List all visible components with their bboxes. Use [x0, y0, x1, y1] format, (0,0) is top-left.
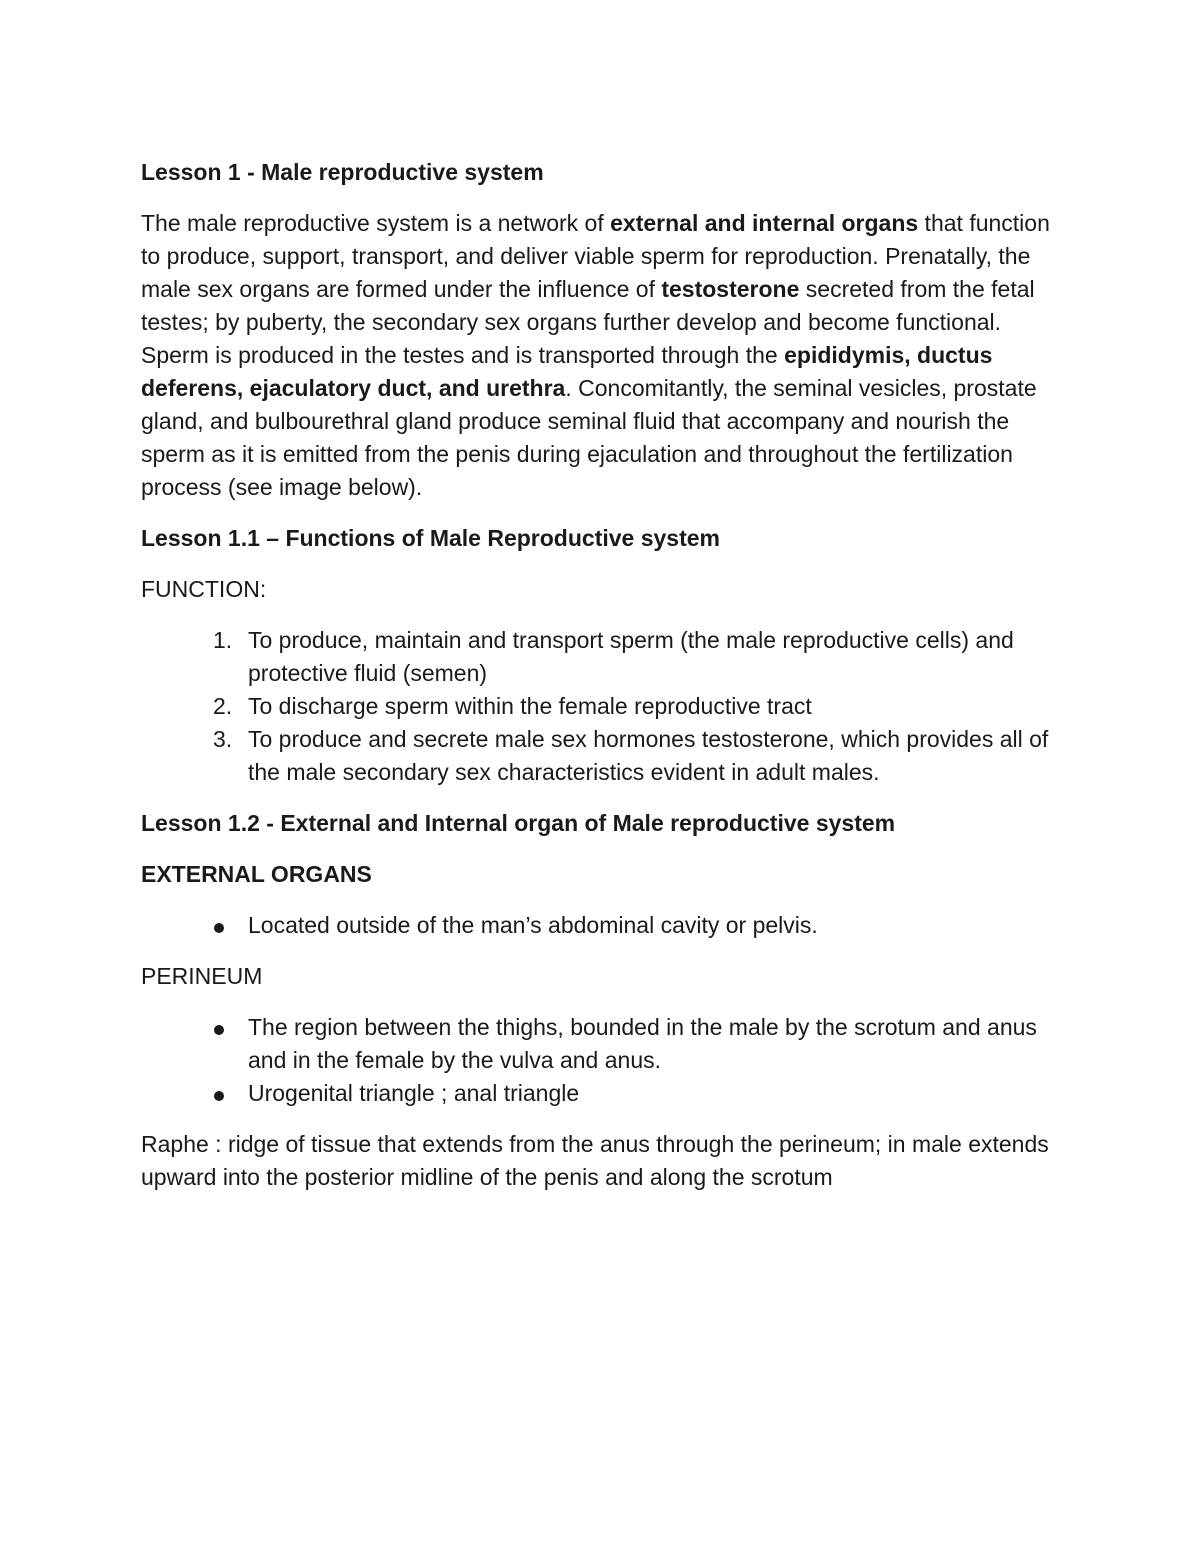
lesson1-bold-3: epididymis, ductus deferens, ejaculatory duct, and urethra	[141, 342, 993, 401]
function-label: FUNCTION:	[141, 576, 267, 602]
list-item	[141, 723, 1066, 789]
lesson1-paragraph	[141, 207, 1066, 504]
list-item-text: Urogenital triangle ; anal triangle	[248, 1080, 580, 1106]
list-item	[141, 624, 1066, 690]
document-page	[141, 156, 1066, 1194]
lesson1-2-heading: Lesson 1.2 - External and Internal organ of Male reproductive system	[141, 810, 896, 836]
list-item	[141, 1011, 1066, 1077]
functions-list	[141, 624, 1066, 789]
list-item-text: To produce, maintain and transport sperm (the male reproductive cells) and protective fluid (semen)	[248, 627, 1014, 686]
list-item-text: To produce and secrete male sex hormones testosterone, which provides all of the male secondary sex characteristics evident in adult males.	[248, 726, 1049, 785]
lesson1-1-heading: Lesson 1.1 – Functions of Male Reproductive system	[141, 525, 720, 551]
list-item	[141, 690, 1066, 723]
list-number: 3.	[213, 726, 233, 752]
list-item-text: The region between the thighs, bounded in the male by the scrotum and anus and in the female by the vulva and anus.	[248, 1014, 1037, 1073]
list-number: 1.	[213, 627, 233, 653]
external-bullets	[141, 909, 1066, 942]
external-organs-heading: EXTERNAL ORGANS	[141, 861, 372, 887]
lesson1-text-4: . Concomitantly, the seminal vesicles, prostate gland, and bulbourethral gland produce seminal fluid that accompany and nourish the sperm as it is emitted from the penis during ejaculation and throughout the fertilization process (see image below).	[141, 375, 1037, 500]
lesson1-bold-1: external and internal organs	[610, 210, 919, 236]
list-item-text: Located outside of the man’s abdominal cavity or pelvis.	[248, 912, 818, 938]
perineum-label: PERINEUM	[141, 963, 263, 989]
perineum-bullets	[141, 1011, 1066, 1110]
bullet-icon	[214, 1091, 224, 1101]
list-item-text: To discharge sperm within the female reproductive tract	[248, 693, 812, 719]
list-item	[141, 1077, 1066, 1110]
lesson1-bold-2: testosterone	[661, 276, 800, 302]
bullet-icon	[214, 923, 224, 933]
raphe-paragraph: Raphe : ridge of tissue that extends from the anus through the perineum; in male extends upward into the posterior midline of the penis and along the scrotum	[141, 1131, 1049, 1190]
lesson1-text-3: secreted from the fetal testes; by puberty, the secondary sex organs further develop and become functional. Sperm is produced in the testes and is transported through the	[141, 276, 1035, 368]
lesson1-heading: Lesson 1 - Male reproductive system	[141, 159, 544, 185]
lesson1-text-2: that function to produce, support, transport, and deliver viable sperm for reproduction. Prenatally, the male sex organs are formed under the influence of	[141, 210, 1050, 302]
list-number: 2.	[213, 693, 233, 719]
lesson1-text-1: The male reproductive system is a network of	[141, 210, 611, 236]
list-item	[141, 909, 1066, 942]
bullet-icon	[214, 1025, 224, 1035]
